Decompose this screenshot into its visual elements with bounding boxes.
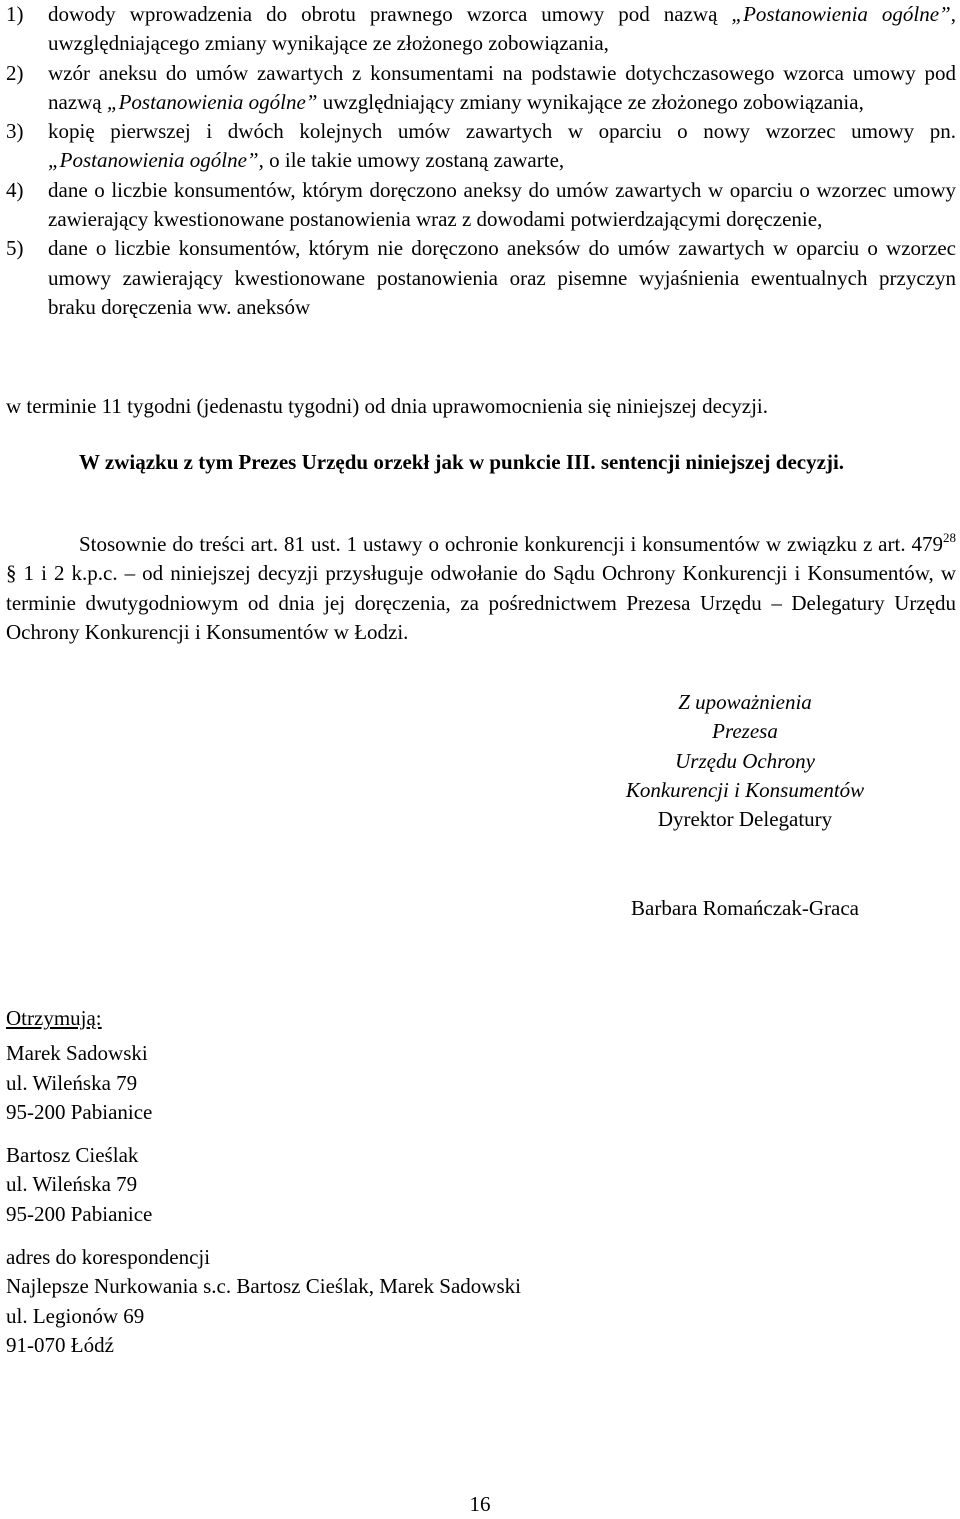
signer-name: Barbara Romańczak-Graca bbox=[631, 896, 859, 920]
signer-role: Dyrektor Delegatury bbox=[657, 807, 833, 832]
list-item-text: dane o liczbie konsumentów, którym nie doręczono aneksów do umów zawartych w oparciu o wzorzec umowy zawierający kwestionowane postanowienia oraz pisemne wyjaśnienia ewentualnych przyczyn braku doręczenia ww. aneksów bbox=[48, 236, 956, 319]
address-line: 91-070 Łódź bbox=[6, 1332, 114, 1357]
appeal-text-end: § 1 i 2 k.p.c. – od niniejszej decyzji przysługuje odwołanie do Sądu Ochrony Konkurencji i Konsumentów, w terminie dwutygodniowym od dnia jej doręczenia, za pośrednictwem Prezesa Urzędu – Delegatury Urzędu Ochrony Konkurencji i Konsumentów w Łodzi. bbox=[6, 561, 956, 644]
list-item-number: 3) bbox=[6, 119, 24, 144]
list-item-text: dane o liczbie konsumentów, którym doręczono aneksy do umów zawartych w oparciu o wzorzec umowy zawierający kwestionowane postanowienia wraz z dowodami potwierdzającymi doręczenie, bbox=[48, 177, 956, 232]
recipient-address bbox=[6, 1141, 706, 1229]
appeal-text-start: Stosownie do treści art. 81 ust. 1 ustawy o ochronie konkurencji i konsumentów w związku z art. 479 bbox=[79, 532, 943, 556]
obligations-list bbox=[6, 0, 956, 322]
list-item-number: 1) bbox=[6, 2, 24, 26]
signature-line: Urzędu Ochrony bbox=[675, 748, 815, 773]
recipients-heading: Otrzymują: bbox=[6, 1006, 102, 1030]
ruling-paragraph: W związku z tym Prezes Urzędu orzekł jak w punkcie III. sentencji niniejszej decyzji. bbox=[79, 450, 845, 474]
signature-block bbox=[560, 688, 930, 834]
address-line: adres do korespondencji bbox=[6, 1245, 211, 1270]
list-item bbox=[6, 59, 956, 118]
address-line: ul. Wileńska 79 bbox=[6, 1172, 138, 1197]
recipient-address bbox=[6, 1039, 706, 1127]
list-item-text: wzór aneksu do umów zawartych z konsumentami na podstawie dotychczasowego wzorca umowy pod nazwą bbox=[48, 60, 956, 114]
address-line: 95-200 Pabianice bbox=[6, 1201, 153, 1226]
address-line: Marek Sadowski bbox=[6, 1041, 148, 1066]
signature-line: Z upoważnienia bbox=[678, 690, 812, 714]
address-line: Bartosz Cieślak bbox=[6, 1143, 139, 1168]
list-item-number: 2) bbox=[6, 60, 24, 85]
address-line: ul. Legionów 69 bbox=[6, 1303, 145, 1328]
list-item-text: kopię pierwszej i dwóch kolejnych umów zawartych w oparciu o nowy wzorzec umowy pn. bbox=[48, 119, 956, 144]
page-number: 16 bbox=[469, 1492, 491, 1516]
list-item bbox=[6, 0, 956, 59]
list-item-number: 4) bbox=[6, 177, 24, 202]
article-superscript: 28 bbox=[943, 530, 956, 545]
list-item-text-end: uwzględniający zmiany wynikające ze złożonego zobowiązania, bbox=[317, 89, 864, 114]
correspondence-address bbox=[6, 1243, 706, 1360]
address-line: ul. Wileńska 79 bbox=[6, 1070, 138, 1095]
address-line: Najlepsze Nurkowania s.c. Bartosz Cieślak, Marek Sadowski bbox=[6, 1274, 521, 1299]
template-name: „Postanowienia ogólne” bbox=[106, 89, 318, 114]
list-item bbox=[6, 176, 956, 235]
signature-line: Prezesa bbox=[712, 719, 778, 744]
list-item-number: 5) bbox=[6, 236, 24, 261]
recipients-section bbox=[6, 1004, 706, 1374]
list-item-text-end: , o ile takie umowy zostaną zawarte, bbox=[258, 148, 565, 173]
list-item-text: dowody wprowadzenia do obrotu prawnego wzorca umowy pod nazwą bbox=[48, 2, 732, 26]
template-name: „Postanowienia ogólne” bbox=[48, 148, 259, 173]
list-item bbox=[6, 234, 956, 322]
template-name: „Postanowienia ogólne” bbox=[731, 2, 951, 26]
signature-line: Konkurencji i Konsumentów bbox=[625, 777, 865, 802]
list-item bbox=[6, 117, 956, 176]
list-item-text-end: , uwzględniającego zmiany wynikające ze złożonego zobowiązania, bbox=[48, 2, 956, 56]
appeal-paragraph bbox=[6, 530, 956, 647]
address-line: 95-200 Pabianice bbox=[6, 1099, 153, 1124]
deadline-paragraph: w terminie 11 tygodni (jedenastu tygodni) od dnia uprawomocnienia się niniejszej decyzji. bbox=[6, 394, 769, 418]
